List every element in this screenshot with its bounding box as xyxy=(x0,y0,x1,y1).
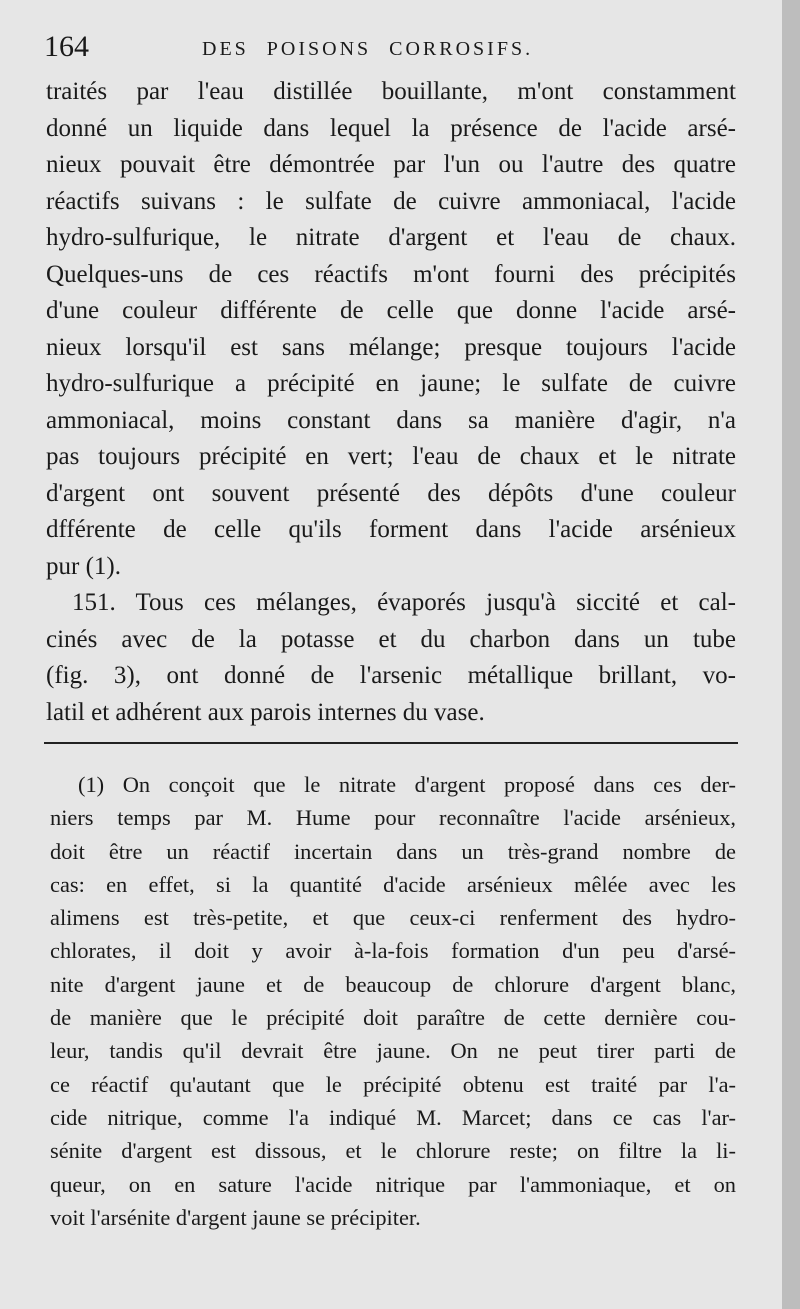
footnote-line: voit l'arsénite d'argent jaune se précipiter. xyxy=(50,1204,421,1230)
footnote-line: doit être un réactif incertain dans un très-grand nombre de xyxy=(50,838,736,864)
paragraph-151-start: 151. Tous ces mélanges, évaporés jusqu'à siccité et cal- xyxy=(72,589,736,616)
page-edge xyxy=(782,0,800,1309)
text-line: réactifs suivans : le sulfate de cuivre ammoniacal, l'acide xyxy=(46,187,736,215)
footnote-line: leur, tandis qu'il devrait être jaune. On ne peut tirer parti de xyxy=(50,1038,736,1064)
main-text xyxy=(46,74,736,731)
text-line: (fig. 3), ont donné de l'arsenic métallique brillant, vo- xyxy=(46,662,736,689)
footnote-line: chlorates, il doit y avoir à-la-fois formation d'un peu d'arsé- xyxy=(50,938,736,964)
text-line: dfférente de celle qu'ils forment dans l'acide arsénieux xyxy=(46,516,736,543)
footnote-line: queur, on en sature l'acide nitrique par l'ammoniaque, et on xyxy=(50,1171,736,1197)
text-line: hydro-sulfurique, le nitrate d'argent et l'eau de chaux. xyxy=(46,224,736,251)
text-line: latil et adhérent aux parois internes du vase. xyxy=(46,698,485,726)
text-line: Quelques-uns de ces réactifs m'ont fourni des précipités xyxy=(46,260,736,288)
footnote-line: nite d'argent jaune et de beaucoup de chlorure d'argent blanc, xyxy=(50,971,736,997)
footnote-line: de manière que le précipité doit paraître de cette dernière cou- xyxy=(50,1005,736,1031)
footnote-line: alimens est très-petite, et que ceux-ci renferment des hydro- xyxy=(50,905,736,931)
text-line: traités par l'eau distillée bouillante, m'ont constamment xyxy=(46,78,736,105)
footnote-rule xyxy=(44,742,738,744)
running-head: DES POISONS CORROSIFS. xyxy=(202,38,534,60)
footnote-line: (1) On conçoit que le nitrate d'argent proposé dans ces der- xyxy=(78,772,736,797)
text-line: nieux pouvait être démontrée par l'un ou l'autre des quatre xyxy=(46,151,736,178)
text-line: d'argent ont souvent présenté des dépôts d'une couleur xyxy=(46,479,736,507)
text-line: pas toujours précipité en vert; l'eau de chaux et le nitrate xyxy=(46,443,736,470)
text-line: d'une couleur différente de celle que donne l'acide arsé- xyxy=(46,297,736,324)
text-line: donné un liquide dans lequel la présence de l'acide arsé- xyxy=(46,114,736,142)
page-number: 164 xyxy=(44,30,89,63)
text-line: ammoniacal, moins constant dans sa manière d'agir, n'a xyxy=(46,406,736,434)
text-line: cinés avec de la potasse et du charbon dans un tube xyxy=(46,625,736,653)
footnote xyxy=(50,768,736,1234)
text-line: nieux lorsqu'il est sans mélange; presque toujours l'acide xyxy=(46,333,736,361)
text-line: pur (1). xyxy=(46,552,121,580)
footnote-line: sénite d'argent est dissous, et le chlorure reste; on filtre la li- xyxy=(50,1138,736,1164)
footnote-line: ce réactif qu'autant que le précipité obtenu est traité par l'a- xyxy=(50,1071,736,1097)
footnote-line: cide nitrique, comme l'a indiqué M. Marcet; dans ce cas l'ar- xyxy=(50,1104,736,1130)
text-line: hydro-sulfurique a précipité en jaune; le sulfate de cuivre xyxy=(46,370,736,397)
page-header xyxy=(44,26,744,66)
footnote-line: niers temps par M. Hume pour reconnaître l'acide arsénieux, xyxy=(50,805,736,831)
footnote-line: cas: en effet, si la quantité d'acide arsénieux mêlée avec les xyxy=(50,871,736,897)
